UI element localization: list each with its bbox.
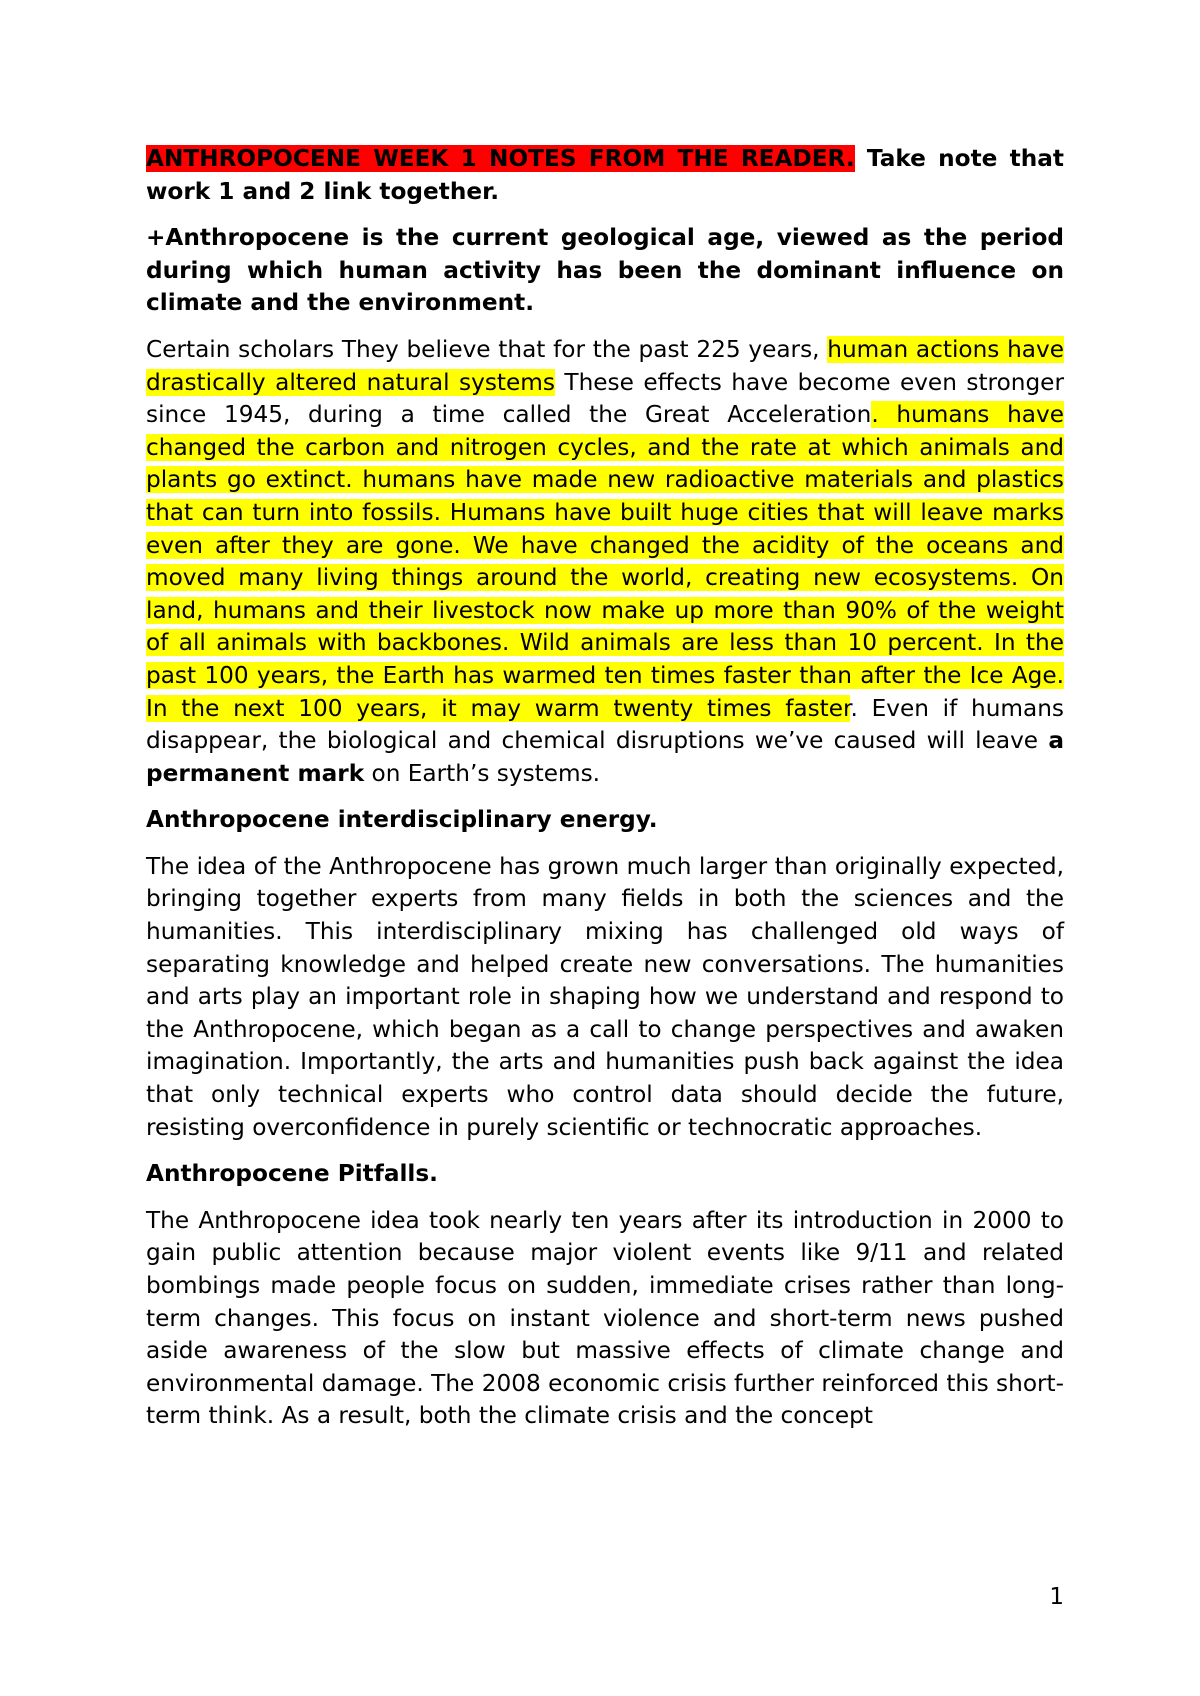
section-heading-interdisciplinary: Anthropocene interdisciplinary energy. bbox=[146, 806, 658, 834]
p1-highlight-1: human actions have drastically altered natural systems bbox=[146, 335, 1064, 396]
page-number: 1 bbox=[1049, 1584, 1064, 1610]
paragraph-pitfalls: The Anthropocene idea took nearly ten years after its introduction in 2000 to gain public attention because major violent events like 9/11 and related bombings made people focus on sudden, immediate crises rather than long-term changes. This focus on instant violence and short-term news pushed aside awareness of the slow but massive effects of climate change and environmental damage. The 2008 economic crisis further reinforced this short-term think. As a result, both the climate crisis and the concept bbox=[146, 1206, 1064, 1430]
title-note: Take note that work 1 and 2 link together. bbox=[146, 145, 1064, 205]
p1-highlight-2: . humans have changed the carbon and nitrogen cycles, and the rate at which animals and plants go extinct. humans have made new radioactive materials and plastics that can turn into fossils. Humans have built huge cities that will leave marks even after they are gone. We have changed the acidity of the oceans and moved many living things around the world, creating new ecosystems. On land, humans and their livestock now make up more than 90% of the weight of all animals with backbones. Wild animals are less than 10 percent. In the past 100 years, the Earth has warmed ten times faster than after the Ice Age. In the next 100 years, it may warm twenty times faster bbox=[146, 401, 1064, 722]
p1-middle: These effects have become even stronger since 1945, during a time called the Great Acceleration bbox=[146, 368, 1064, 429]
definition-paragraph: +Anthropocene is the current geological age, viewed as the period during which human activity has been the dominant influence on climate and the environment. bbox=[146, 224, 1064, 317]
p1-end: on Earth’s systems. bbox=[364, 759, 601, 787]
p1-after: . Even if humans disappear, the biological and chemical disruptions we’ve caused will leave bbox=[146, 694, 1064, 755]
document-body bbox=[146, 143, 1064, 1447]
p1-intro: Certain scholars They believe that for the past 225 years, bbox=[146, 335, 828, 363]
p1-bold-phrase: a permanent mark bbox=[146, 727, 1064, 787]
paragraph-interdisciplinary: The idea of the Anthropocene has grown much larger than originally expected, bringing together experts from many fields in both the sciences and the humanities. This interdisciplinary mixing has challenged old ways of separating knowledge and helped create new conversations. The humanities and arts play an important role in shaping how we understand and respond to the Anthropocene, which began as a call to change perspectives and awaken imagination. Importantly, the arts and humanities push back against the idea that only technical experts who control data should decide the future, resisting overconfidence in purely scientific or technocratic approaches. bbox=[146, 852, 1064, 1141]
section-heading-pitfalls: Anthropocene Pitfalls. bbox=[146, 1160, 438, 1188]
title-highlight: ANTHROPOCENE WEEK 1 NOTES FROM THE READER. bbox=[146, 145, 855, 172]
paragraph-great-acceleration bbox=[146, 334, 1064, 790]
document-title bbox=[146, 143, 1064, 208]
